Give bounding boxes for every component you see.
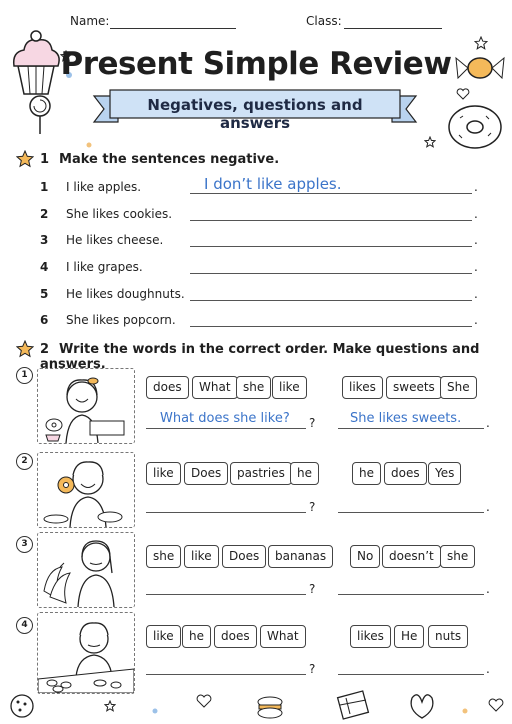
word-card[interactable]: Does	[222, 545, 266, 568]
heart-icon	[488, 698, 504, 712]
end-mark: .	[474, 313, 478, 327]
dot-decoration	[460, 706, 470, 716]
row-number: 3	[40, 233, 49, 247]
sentence: He likes cheese.	[66, 233, 164, 247]
row-number: 1	[40, 180, 49, 194]
heart-icon	[456, 88, 470, 100]
word-card[interactable]: What	[192, 376, 238, 399]
sentence: I like apples.	[66, 180, 142, 194]
word-card[interactable]: Yes	[428, 462, 461, 485]
sentence: He likes doughnuts.	[66, 287, 185, 301]
word-card[interactable]: bananas	[268, 545, 333, 568]
end-mark: .	[474, 233, 478, 247]
end-mark: .	[474, 260, 478, 274]
heart-icon	[196, 694, 212, 708]
word-card[interactable]: like	[272, 376, 307, 399]
end-mark: .	[486, 582, 490, 596]
answer-line[interactable]	[190, 300, 472, 301]
star-icon	[16, 340, 34, 358]
word-card[interactable]: he	[290, 462, 319, 485]
end-mark: .	[486, 500, 490, 514]
word-card[interactable]: likes	[350, 625, 391, 648]
question-mark: ?	[309, 662, 316, 676]
dot-decoration	[150, 706, 160, 716]
end-mark: .	[486, 416, 490, 430]
word-card[interactable]: doesn’t	[382, 545, 441, 568]
handwritten-answer: I don’t like apples.	[204, 175, 342, 193]
row-number: 6	[40, 313, 49, 327]
question-mark: ?	[309, 500, 316, 514]
question-mark: ?	[309, 582, 316, 596]
word-card[interactable]: does	[384, 462, 427, 485]
answer-line[interactable]	[190, 273, 472, 274]
word-card[interactable]: Does	[184, 462, 228, 485]
word-card[interactable]: like	[146, 462, 181, 485]
word-card[interactable]: she	[236, 376, 271, 399]
girl-sweets-picture	[37, 368, 135, 444]
question-line[interactable]	[146, 674, 306, 675]
word-card[interactable]: she	[440, 545, 475, 568]
answer-line[interactable]	[338, 594, 484, 595]
end-mark: .	[474, 180, 478, 194]
donut-icon	[446, 102, 504, 152]
word-card[interactable]: pastries	[230, 462, 292, 485]
class-label: Class:	[306, 14, 342, 28]
word-card[interactable]: sweets	[386, 376, 442, 399]
question-line[interactable]	[146, 512, 306, 513]
word-card[interactable]: he	[352, 462, 381, 485]
answer-line[interactable]	[190, 220, 472, 221]
item-number: 4	[16, 617, 33, 634]
chocolate-icon	[336, 688, 372, 722]
answer-line[interactable]	[338, 674, 484, 675]
question-line[interactable]	[146, 594, 306, 595]
answer-line[interactable]	[338, 512, 484, 513]
row-number: 5	[40, 287, 49, 301]
handwritten-answer: She likes sweets.	[350, 411, 462, 426]
word-card[interactable]: likes	[342, 376, 383, 399]
word-card[interactable]: He	[394, 625, 424, 648]
girl-bananas-picture	[37, 532, 135, 608]
page-title: Present Simple Review	[60, 46, 452, 82]
dot-decoration	[84, 140, 94, 150]
cookie-icon	[8, 692, 36, 720]
end-mark: .	[474, 207, 478, 221]
star-icon	[424, 136, 436, 148]
row-number: 4	[40, 260, 49, 274]
class-field[interactable]	[344, 28, 442, 29]
item-number: 1	[16, 367, 33, 384]
end-mark: .	[486, 662, 490, 676]
lollipop-icon	[26, 94, 56, 136]
star-icon	[16, 150, 34, 168]
star-icon	[104, 700, 116, 712]
section-1-instruction: Make the sentences negative.	[59, 152, 280, 167]
row-number: 2	[40, 207, 49, 221]
word-card[interactable]: She	[440, 376, 477, 399]
answer-line[interactable]	[190, 326, 472, 327]
question-mark: ?	[309, 416, 316, 430]
handwritten-question: What does she like?	[160, 411, 290, 426]
name-label: Name:	[70, 14, 110, 28]
name-field[interactable]	[110, 28, 236, 29]
item-number: 3	[16, 536, 33, 553]
boy-pastries-picture	[37, 452, 135, 528]
word-card[interactable]: does	[214, 625, 257, 648]
sentence: I like grapes.	[66, 260, 143, 274]
section-1-heading	[40, 152, 279, 167]
word-card[interactable]: What	[260, 625, 306, 648]
section-1-number: 1	[40, 152, 50, 167]
question-line[interactable]	[146, 428, 306, 429]
word-card[interactable]: No	[350, 545, 380, 568]
sentence: She likes cookies.	[66, 207, 173, 221]
subtitle: Negatives, questions and answers	[147, 96, 363, 132]
end-mark: .	[474, 287, 478, 301]
word-card[interactable]: she	[146, 545, 181, 568]
section-2-number: 2	[40, 342, 50, 357]
word-card[interactable]: like	[184, 545, 219, 568]
macaron-icon	[254, 694, 286, 720]
sentence: She likes popcorn.	[66, 313, 176, 327]
answer-line[interactable]	[190, 193, 472, 194]
pretzel-icon	[404, 688, 440, 722]
word-card[interactable]: like	[146, 625, 181, 648]
word-card[interactable]: nuts	[428, 625, 468, 648]
boy-nuts-picture	[37, 612, 135, 694]
item-number: 2	[16, 453, 33, 470]
word-card[interactable]: does	[146, 376, 189, 399]
section-2-instruction: Write the words in the correct order. Make questions and answers.	[40, 342, 480, 372]
answer-line[interactable]	[190, 246, 472, 247]
word-card[interactable]: he	[182, 625, 211, 648]
answer-line[interactable]	[338, 428, 484, 429]
